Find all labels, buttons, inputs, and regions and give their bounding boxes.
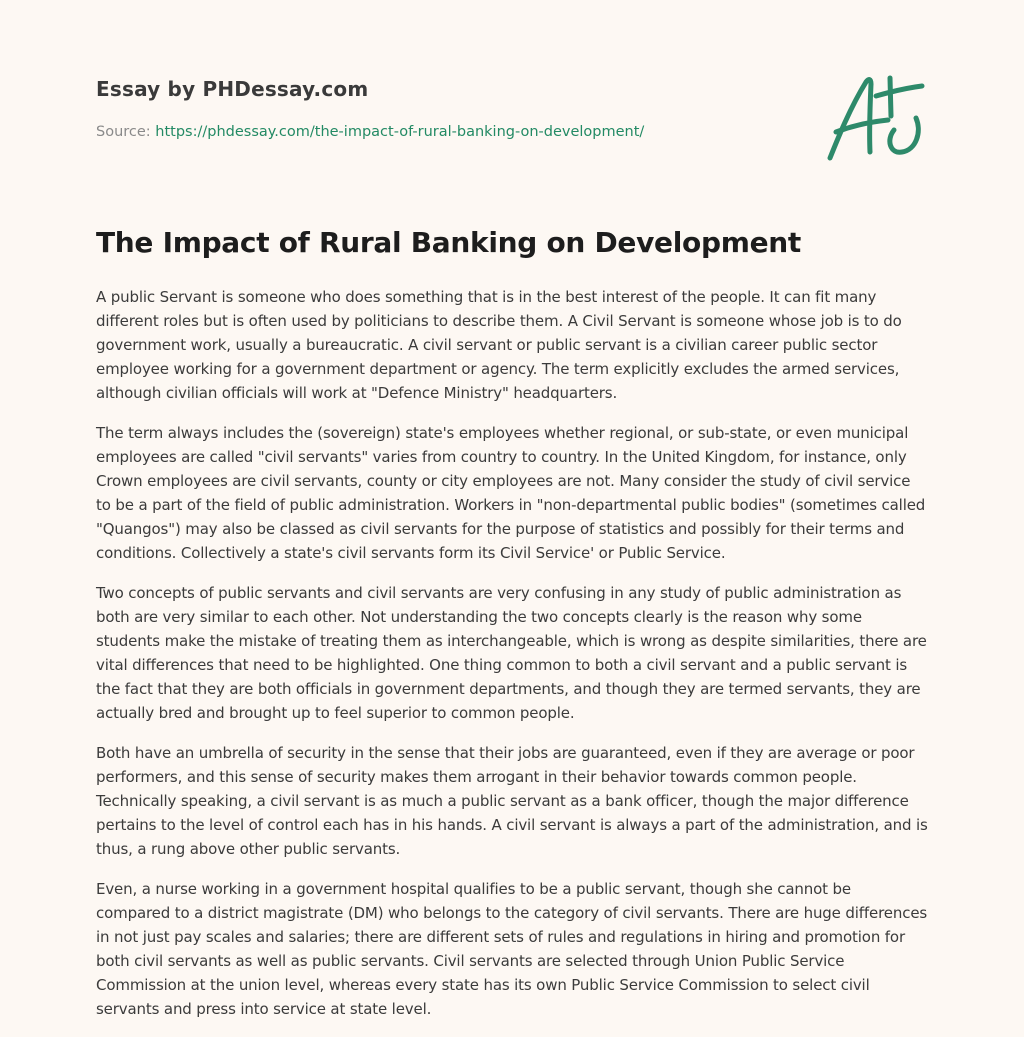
essay-paragraph: Both have an umbrella of security in the sense that their jobs are guaranteed, even if they are average or poor performers, and this sense of security makes them arrogant in their behavior towards common people. Technically speaking, a civil servant is as much a public servant as a bank officer, though the major difference pertains to the level of control each has in his hands. A civil servant is always a part of the administration, and is thus, a rung above other public servants. xyxy=(96,744,928,858)
essay-paragraph: Even, a nurse working in a government hospital qualifies to be a public servant, though she cannot be compared to a district magistrate (DM) who belongs to the category of civil servants. There are huge differences in not just pay scales and salaries; there are different sets of rules and regulations in hiring and promotion for both civil servants as well as public servants. Civil servants are selected through Union Public Service Commission at the union level, whereas every state has its own Public Service Commission to select civil servants and press into service at state level. xyxy=(96,880,928,1018)
essay-paragraph: Two concepts of public servants and civil servants are very confusing in any study of public administration as both are very similar to each other. Not understanding the two concepts clearly is the reason why some students make the mistake of treating them as interchangeable, which is wrong as despite similarities, there are vital differences that need to be highlighted. One thing common to both a civil servant and a public servant is the fact that they are both officials in government departments, and though they are termed servants, they are actually bred and brought up to feel superior to common people. xyxy=(96,584,927,722)
site-brand: Essay by PHDessay.com xyxy=(96,77,369,101)
essay-title: The Impact of Rural Banking on Development xyxy=(96,226,802,259)
source-label: Source: xyxy=(96,124,151,140)
source-link[interactable]: https://phdessay.com/the-impact-of-rural-banking-on-development/ xyxy=(155,124,645,140)
a-plus-logo-icon xyxy=(824,70,928,164)
essay-paragraph: A public Servant is someone who does something that is in the best interest of the people. It can fit many different roles but is often used by politicians to describe them. A Civil Servant is someone whose job is to do government work, usually a bureaucratic. A civil servant or public servant is a civilian career public sector employee working for a government department or agency. The term explicitly excludes the armed services, although civilian officials will work at "Defence Ministry" headquarters. xyxy=(96,288,902,402)
essay-paragraph: The term always includes the (sovereign) state's employees whether regional, or sub-state, or even municipal employees are called "civil servants" varies from country to country. In the United Kingdom, for instance, only Crown employees are civil servants, county or city employees are not. Many consider the study of civil service to be a part of the field of public administration. Workers in "non-departmental public bodies" (sometimes called "Quangos") may also be classed as civil servants for the purpose of statistics and possibly for their terms and conditions. Collectively a state's civil servants form its Civil Service' or Public Service. xyxy=(96,424,926,562)
essay-body xyxy=(96,285,928,1037)
source-line xyxy=(96,124,644,140)
